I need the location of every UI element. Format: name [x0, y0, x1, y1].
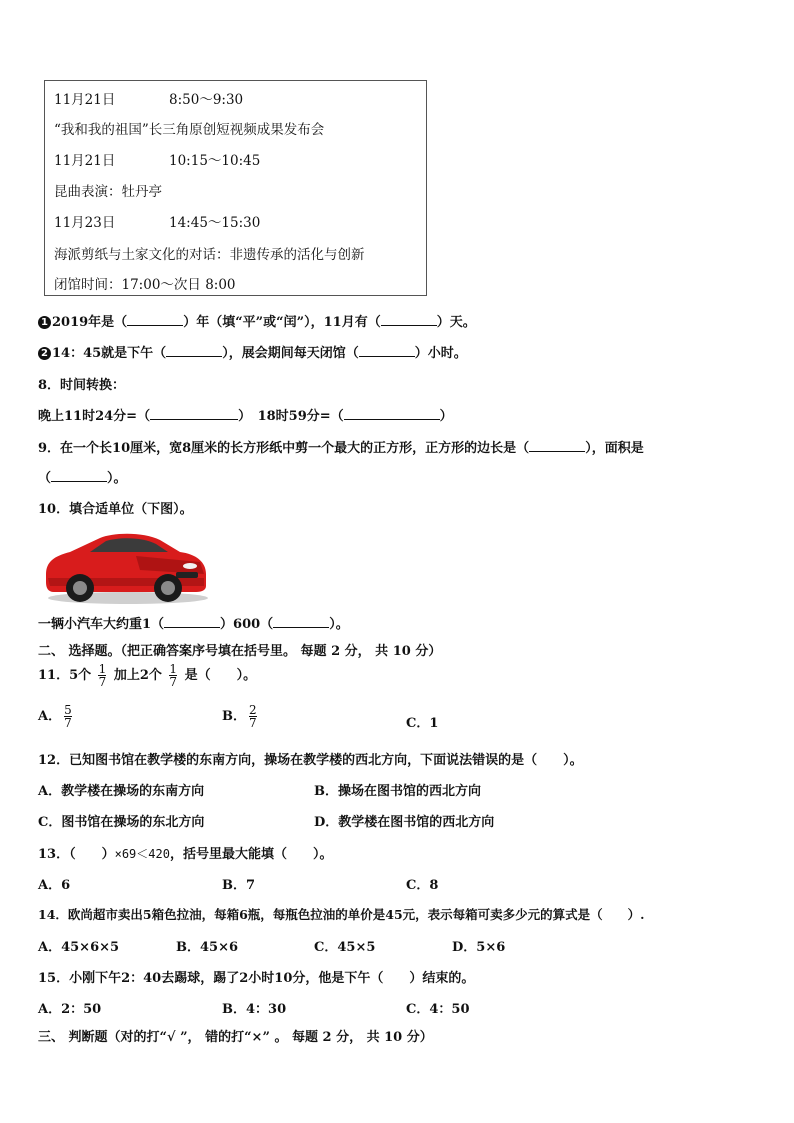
schedule-box: [44, 80, 427, 296]
q10-body: 一辆小汽车大约重1（ ）600（ ）。: [38, 617, 349, 632]
q12-option-c[interactable]: C．图书馆在操场的东北方向: [38, 815, 205, 830]
red-car-image: [40, 522, 210, 606]
q8-body: 晚上11时24分=（ ） 18时59分=（ ）: [38, 409, 453, 424]
q12-option-a[interactable]: A．教学楼在操场的东南方向: [38, 784, 205, 799]
q15-option-c[interactable]: C．4：50: [406, 1002, 470, 1017]
schedule-row-3: 11月21日 10:15～10:45: [54, 153, 261, 169]
schedule-row-2: “我和我的祖国”长三角原创短视频成果发布会: [54, 122, 325, 138]
q14-option-a[interactable]: A．45×6×5: [38, 940, 120, 955]
q13-expression: ×69＜420: [114, 847, 170, 861]
q12-option-b[interactable]: B．操场在图书馆的西北方向: [314, 784, 481, 799]
q11-option-a[interactable]: A． $\frac{5}{7}$: [38, 703, 72, 730]
q8-title: 8．时间转换：: [38, 378, 126, 393]
answer-blank[interactable]: [127, 313, 183, 326]
q11-option-b[interactable]: B． $\frac{2}{7}$: [222, 703, 257, 730]
schedule-row-5: 11月23日 14:45～15:30: [54, 215, 261, 231]
answer-blank[interactable]: [164, 615, 220, 628]
q10-title: 10．填合适单位（下图）。: [38, 502, 193, 517]
q15-option-a[interactable]: A．2：50: [38, 1002, 102, 1017]
q9-line1: 9．在一个长10厘米，宽8厘米的长方形纸中剪一个最大的正方形，正方形的边长是（ ），面积是: [38, 441, 644, 456]
answer-blank[interactable]: [150, 407, 238, 420]
q9-line2: （ ）。: [38, 471, 127, 486]
answer-blank[interactable]: [51, 469, 107, 482]
schedule-row-1: 11月21日 8:50～9:30: [54, 92, 244, 108]
q13-option-c[interactable]: C．8: [406, 878, 439, 893]
q7-sub1: 1 2019年是（ ）年（填“平”或“闰”），11月有（ ）天。: [38, 311, 476, 330]
answer-blank[interactable]: [381, 313, 437, 326]
fraction-option-a: $\frac{5}{7}$: [64, 703, 72, 730]
q13-option-b[interactable]: B．7: [222, 878, 256, 893]
schedule-row-7: 闭馆时间：17:00～次日 8:00: [54, 277, 236, 293]
circled-number-2: 2: [38, 347, 51, 360]
answer-blank[interactable]: [529, 439, 585, 452]
q14-option-d[interactable]: D．5×6: [452, 940, 506, 955]
car-rear-rim: [73, 581, 87, 595]
q13-stem: 13．（ ）×69＜420，括号里最大能填（ ）。: [38, 847, 333, 862]
car-headlight: [183, 563, 197, 569]
q12-option-d[interactable]: D．教学楼在图书馆的西北方向: [314, 815, 495, 830]
answer-blank[interactable]: [344, 407, 440, 420]
answer-blank[interactable]: [273, 615, 329, 628]
q11-stem: 11．5个 $\frac{1}{7}$ 加上2个 $\frac{1}{7}$ 是（ ）。: [38, 662, 257, 689]
q15-stem: 15．小刚下午2：40去踢球，踢了2小时10分，他是下午（ ）结束的。: [38, 971, 475, 986]
q15-option-b[interactable]: B．4：30: [222, 1002, 287, 1017]
q14-stem: 14．欧尚超市卖出5箱色拉油，每箱6瓶，每瓶色拉油的单价是45元，表示每箱可卖多少元的算式是（ ）.: [38, 907, 645, 922]
q14-option-c[interactable]: C．45×5: [314, 940, 376, 955]
schedule-row-4: 昆曲表演：牡丹亭: [54, 184, 162, 200]
circled-number-1: 1: [38, 316, 51, 329]
q13-option-a[interactable]: A．6: [38, 878, 71, 893]
section-2-heading: 二、 选择题。（把正确答案序号填在括号里。 每题 2 分， 共 10 分）: [38, 644, 442, 659]
q7-sub2: 2 14：45就是下午（ ），展会期间每天闭馆（ ）小时。: [38, 342, 467, 361]
answer-blank[interactable]: [166, 344, 222, 357]
answer-blank[interactable]: [359, 344, 415, 357]
fraction-one-seventh: $\frac{1}{7}$: [169, 662, 178, 689]
q14-option-b[interactable]: B．45×6: [176, 940, 239, 955]
section-3-heading: 三、 判断题（对的打“√ ”， 错的打“×” 。 每题 2 分， 共 10 分）: [38, 1030, 433, 1045]
car-front-rim: [161, 581, 175, 595]
car-grille: [176, 572, 198, 578]
q11-option-c[interactable]: C．1: [406, 716, 439, 731]
fraction-one-seventh: $\frac{1}{7}$: [98, 662, 107, 689]
fraction-option-b: $\frac{2}{7}$: [249, 703, 257, 730]
q12-stem: 12．已知图书馆在教学楼的东南方向，操场在教学楼的西北方向，下面说法错误的是（ ）。: [38, 753, 583, 768]
schedule-row-6: 海派剪纸与土家文化的对话：非遗传承的活化与创新: [54, 247, 365, 263]
